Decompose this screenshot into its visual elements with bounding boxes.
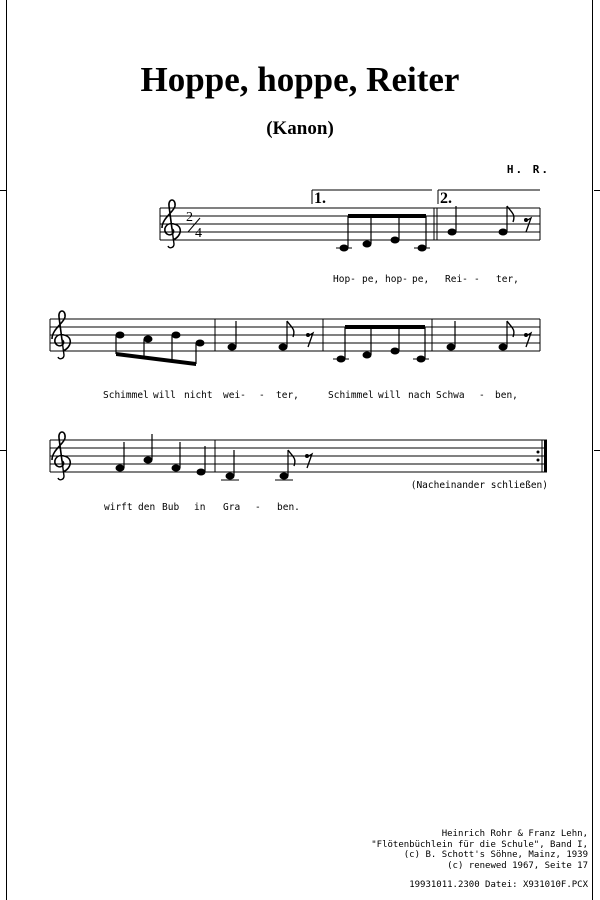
note-head — [116, 332, 125, 339]
lyric-syllable: Schimmel — [103, 390, 149, 401]
lyric-syllable: Gra — [223, 502, 241, 513]
note-head — [447, 344, 456, 351]
lyric-syllable: - — [255, 502, 261, 513]
lyric-syllable: pe, — [362, 274, 380, 285]
eighth-rest-icon — [306, 333, 313, 347]
credit-line: (c) B. Schott's Söhne, Mainz, 1939 — [403, 850, 588, 860]
eighth-rest-icon — [524, 333, 531, 347]
lyric-syllable: - — [479, 390, 485, 401]
note-head — [172, 465, 181, 472]
lyric-syllable: nach — [408, 390, 431, 401]
lyrics-line-1 — [333, 274, 519, 285]
lyric-syllable: pe, — [412, 274, 430, 285]
credit-line: "Flötenbüchlein für die Schule", Band I, — [371, 839, 588, 850]
note-head — [228, 344, 237, 351]
lyric-syllable: nicht — [184, 390, 213, 401]
file-info: 19931011.2300 Datei: X931010F.PCX — [409, 880, 588, 890]
lyric-syllable: Rei- — [445, 274, 468, 285]
credits-block — [371, 829, 588, 871]
note-head — [340, 245, 349, 252]
lyric-syllable: wirft — [104, 502, 133, 513]
lyric-syllable: ter, — [276, 390, 299, 401]
repeat-dot — [537, 451, 540, 454]
lyrics-line-2 — [103, 390, 518, 401]
credit-line: (c) renewed 1967, Seite 17 — [447, 860, 588, 871]
note-head — [499, 229, 508, 236]
credit-line: Heinrich Rohr & Franz Lehn, — [441, 829, 588, 839]
note-group-measure-2 — [448, 206, 532, 236]
note-head — [363, 241, 372, 248]
note-head — [116, 465, 125, 472]
lyric-syllable: will — [153, 390, 176, 401]
lyric-syllable: in — [194, 502, 206, 513]
staff-system-2 — [50, 311, 540, 401]
note-head — [280, 473, 289, 480]
note-head — [226, 473, 235, 480]
note-head — [418, 245, 427, 252]
beam — [348, 214, 426, 218]
repeat-dot — [537, 459, 540, 462]
lyric-syllable: Bub — [162, 502, 180, 513]
lyric-syllable: Schimmel — [328, 390, 374, 401]
note-head — [363, 352, 372, 359]
note-group-measure-8 — [221, 450, 312, 480]
lyric-syllable: - — [259, 390, 265, 401]
staff-system-3 — [50, 432, 548, 513]
note-head — [391, 348, 400, 355]
volta-first: 1. — [314, 190, 326, 207]
lyric-syllable: - — [474, 274, 480, 285]
note-head — [391, 237, 400, 244]
lyric-syllable: ben. — [277, 502, 300, 513]
lyric-syllable: ben, — [495, 390, 518, 401]
note-head — [499, 344, 508, 351]
song-subtitle: (Kanon) — [266, 118, 334, 139]
note-group-measure-4 — [228, 321, 314, 351]
eighth-rest-icon — [305, 454, 312, 468]
volta-second: 2. — [440, 190, 452, 207]
note-group-measure-3 — [116, 332, 205, 367]
lyrics-line-3 — [104, 502, 300, 513]
note-group-measure-1 — [336, 214, 430, 252]
note-head — [448, 229, 457, 236]
time-signature-lower: 4 — [195, 226, 202, 241]
note-head — [172, 332, 181, 339]
time-signature-upper: 2 — [186, 210, 193, 225]
lyric-syllable: ter, — [496, 274, 519, 285]
song-title: Hoppe, hoppe, Reiter — [140, 60, 460, 99]
note-group-measure-6 — [447, 321, 532, 351]
note-head — [144, 336, 153, 343]
note-head — [144, 457, 153, 464]
lyric-syllable: hop- — [385, 274, 408, 285]
beam — [116, 352, 196, 366]
note-head — [197, 469, 206, 476]
note-head — [279, 344, 288, 351]
staff-system-1 — [160, 190, 540, 285]
note-group-measure-5 — [333, 325, 429, 363]
note-head — [417, 356, 426, 363]
lyric-syllable: wei- — [223, 390, 246, 401]
beam — [345, 325, 425, 329]
lyric-syllable: den — [138, 502, 156, 513]
composer-initials: H. R. — [506, 163, 550, 176]
eighth-rest-icon — [524, 218, 531, 232]
note-head — [196, 340, 205, 347]
note-head — [337, 356, 346, 363]
lyric-syllable: will — [378, 390, 401, 401]
lyric-syllable: Schwa — [436, 390, 465, 401]
final-barline — [544, 440, 547, 472]
performance-note: (Nacheinander schließen) — [410, 480, 548, 491]
lyric-syllable: Hop- — [333, 274, 356, 285]
